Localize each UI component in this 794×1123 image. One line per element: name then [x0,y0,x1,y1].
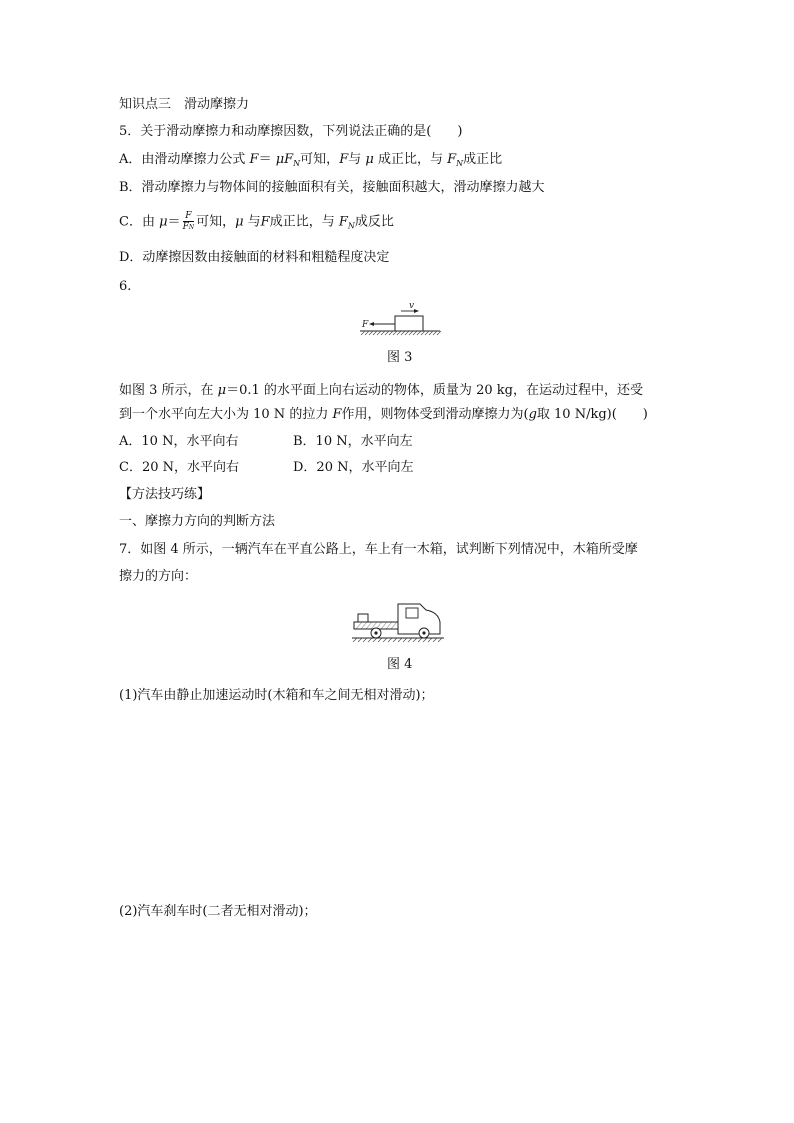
wooden-box [358,614,368,622]
figure-3-caption: 图 3 [387,350,413,365]
block [395,316,423,331]
question-6-line-1: 如图 3 所示，在 μ＝0.1 的水平面上向右运动的物体，质量为 20 kg，在运动过程中，还受 [119,383,643,398]
figure-4-diagram [350,596,446,646]
surface-hatch [361,331,441,335]
road-hatch [353,638,442,642]
velocity-label: v [409,301,415,311]
velocity-arrowhead [414,309,419,313]
question-6-options-row-1 [119,433,413,451]
force-arrowhead [369,322,374,326]
question-6-number: 6. [119,279,132,294]
front-wheel-hub [422,631,425,634]
section-title: 知识点三 滑动摩擦力 [119,97,250,112]
figure-4-caption: 图 4 [387,657,413,672]
subsection-heading: 一、摩擦力方向的判断方法 [119,514,276,529]
cab-window [406,608,418,618]
question-5-option-a: A．由滑动摩擦力公式 $F= \mu F_N$可知，F与 μ 成正比，与 $F_N$成正比 [119,152,503,168]
question-6-options-row-2 [119,459,413,477]
question-5-stem: 5．关于滑动摩擦力和动摩擦因数，下列说法正确的是( ) [119,124,463,139]
question-6-option-b: B．10 N，水平向左 [293,434,413,449]
question-7-part-2: (2)汽车刹车时(二者无相对滑动)； [119,904,317,919]
question-6-line-2: 到一个水平向左大小为 10 N 的拉力 F作用，则物体受到滑动摩擦力为(g取 10 N/kg)( ) [119,407,648,422]
rear-wheel-hub [374,631,377,634]
question-7-line-1: 7．如图 4 所示，一辆汽车在平直公路上，车上有一木箱，试判断下列情况中，木箱所受摩 [119,542,638,557]
question-7-line-2: 擦力的方向： [119,569,198,584]
method-heading: 【方法技巧练】 [119,487,211,502]
figure-3-diagram [355,300,445,342]
question-6-option-d: D．20 N，水平向左 [293,460,414,475]
force-label: F [362,320,369,330]
question-5-option-c: C．由 μ＝ $\frac{F}{FN}$ 可知，μ 与F成正比，与 $F_N$成反比 [119,211,394,232]
question-6-option-a: A．10 N，水平向右 [119,434,239,449]
fraction: $\frac{F}{FN}$ [182,211,195,232]
question-5-option-d: D．动摩擦因数由接触面的材料和粗糙程度决定 [119,250,390,265]
question-7-part-1: (1)汽车由静止加速运动时(木箱和车之间无相对滑动)； [119,688,434,703]
question-6-option-c: C．20 N，水平向右 [119,460,239,475]
question-5-option-b: B．滑动摩擦力与物体间的接触面积有关，接触面积越大，滑动摩擦力越大 [119,180,545,195]
truck-cab [398,604,440,634]
